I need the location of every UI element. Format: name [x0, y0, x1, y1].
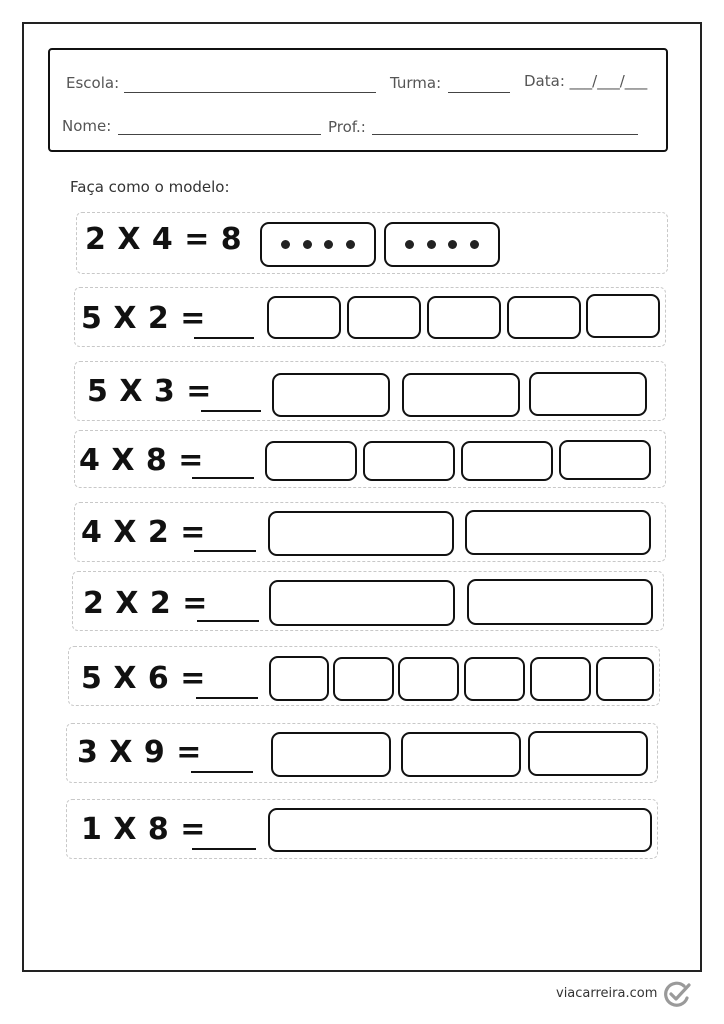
class-label: Turma: — [390, 74, 442, 92]
group-box[interactable] — [559, 440, 651, 480]
exercise-equation: 2 X 2 = — [83, 586, 208, 621]
brand-text[interactable]: viacarreira.com — [556, 986, 658, 1001]
exercise-equation: 5 X 6 = — [81, 661, 206, 696]
teacher-label: Prof.: — [328, 118, 366, 136]
answer-blank[interactable] — [196, 697, 258, 699]
dot-icon — [448, 240, 457, 249]
answer-blank[interactable] — [192, 848, 256, 850]
header-box — [48, 48, 668, 152]
group-box[interactable] — [269, 580, 455, 626]
example-group — [260, 222, 376, 267]
group-box[interactable] — [586, 294, 660, 338]
group-box[interactable] — [467, 579, 653, 625]
exercise-row — [74, 502, 666, 562]
group-box[interactable] — [464, 657, 525, 701]
group-box[interactable] — [272, 373, 390, 417]
dot-icon — [303, 240, 312, 249]
answer-blank[interactable] — [197, 620, 259, 622]
group-box[interactable] — [401, 732, 521, 777]
dot-icon — [346, 240, 355, 249]
dot-icon — [427, 240, 436, 249]
answer-blank[interactable] — [194, 337, 254, 339]
dot-icon — [281, 240, 290, 249]
group-box[interactable] — [398, 657, 459, 701]
exercise-row — [66, 799, 658, 859]
group-box[interactable] — [530, 657, 591, 701]
group-box[interactable] — [347, 296, 421, 339]
group-box[interactable] — [402, 373, 520, 417]
group-box[interactable] — [596, 657, 654, 701]
group-box[interactable] — [269, 656, 329, 701]
group-box[interactable] — [268, 511, 454, 556]
exercise-row — [74, 287, 666, 347]
group-box[interactable] — [461, 441, 553, 481]
group-box[interactable] — [507, 296, 581, 339]
exercise-row — [68, 646, 660, 706]
exercise-equation: 1 X 8 = — [81, 812, 206, 847]
group-box[interactable] — [268, 808, 652, 852]
exercise-equation: 4 X 8 = — [79, 443, 204, 478]
example-row — [76, 212, 668, 274]
teacher-field[interactable] — [372, 134, 638, 135]
dot-icon — [324, 240, 333, 249]
exercise-equation: 4 X 2 = — [81, 515, 206, 550]
exercise-row — [74, 361, 666, 421]
answer-blank[interactable] — [201, 410, 261, 412]
group-box[interactable] — [333, 657, 394, 701]
group-box[interactable] — [465, 510, 651, 555]
group-box[interactable] — [528, 731, 648, 776]
exercise-row — [72, 571, 664, 631]
group-box[interactable] — [427, 296, 501, 339]
exercise-equation: 5 X 3 = — [87, 374, 212, 409]
instruction-text: Faça como o modelo: — [70, 178, 230, 196]
school-label: Escola: — [66, 74, 120, 92]
group-box[interactable] — [271, 732, 391, 777]
group-box[interactable] — [363, 441, 455, 481]
school-field[interactable] — [124, 92, 376, 93]
name-label: Nome: — [62, 117, 112, 135]
dot-icon — [405, 240, 414, 249]
check-logo-icon — [662, 980, 692, 1008]
answer-blank[interactable] — [192, 477, 254, 479]
example-group — [384, 222, 500, 267]
dot-icon — [470, 240, 479, 249]
answer-blank[interactable] — [191, 771, 253, 773]
group-box[interactable] — [267, 296, 341, 339]
group-box[interactable] — [265, 441, 357, 481]
exercise-equation: 3 X 9 = — [77, 735, 202, 770]
group-box[interactable] — [529, 372, 647, 416]
exercise-row — [74, 430, 666, 488]
name-field[interactable] — [118, 134, 321, 135]
exercise-row — [66, 723, 658, 783]
example-equation: 2 X 4 = 8 — [85, 222, 243, 257]
answer-blank[interactable] — [194, 550, 256, 552]
date-label[interactable]: Data: ___/___/___ — [524, 72, 648, 90]
exercise-equation: 5 X 2 = — [81, 301, 206, 336]
class-field[interactable] — [448, 92, 510, 93]
